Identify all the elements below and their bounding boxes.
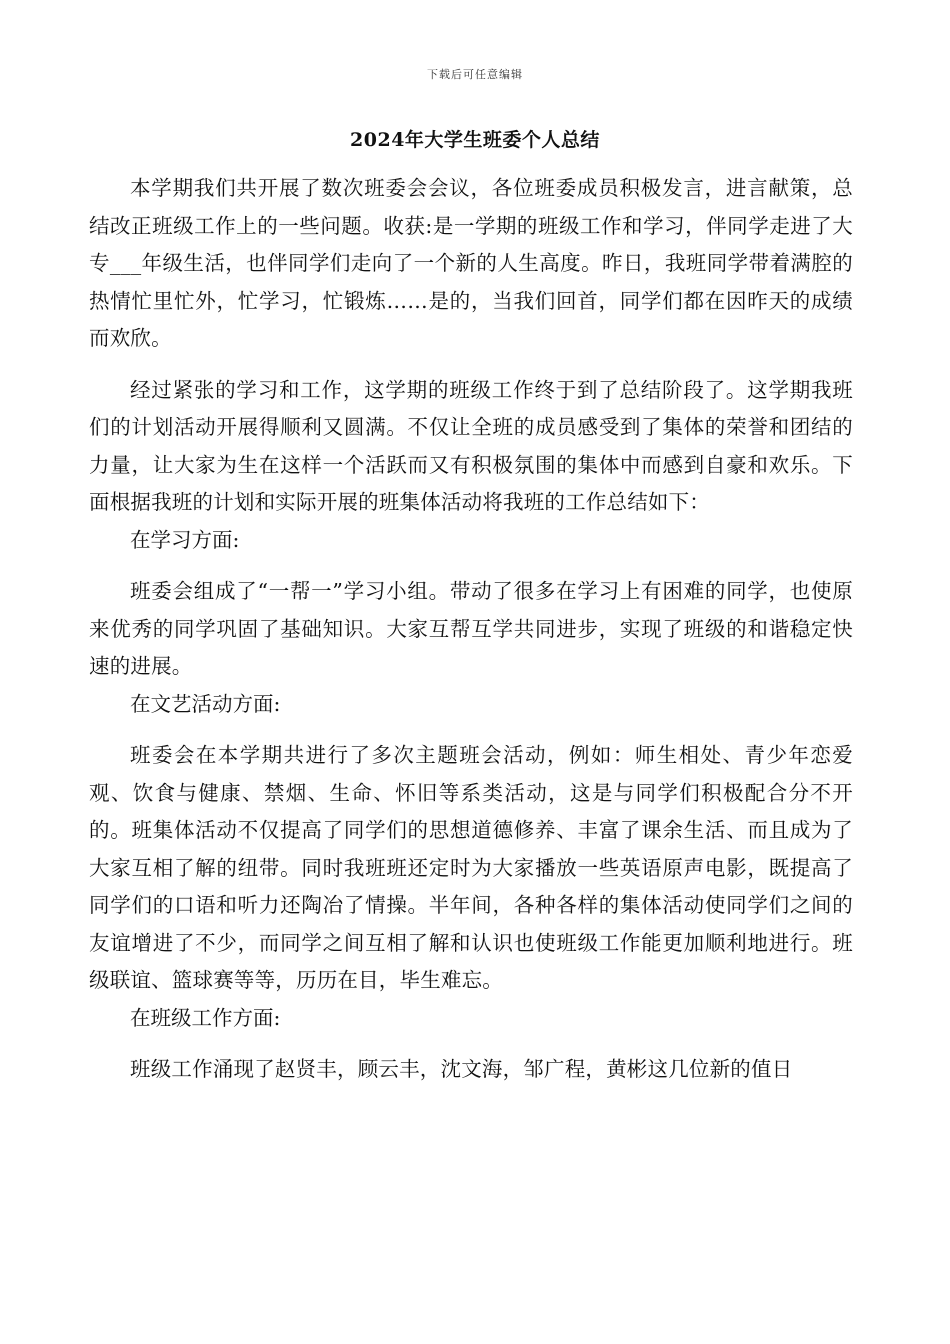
section-heading-study: 在学习方面: — [130, 527, 240, 552]
document-title: 2024年大学生班委个人总结 — [350, 129, 600, 151]
paragraph-arts: 班委会在本学期共进行了多次主题班会活动，例如：师生相处、青少年恋爱观、饮食与健康、禁烟、生命、怀旧等系类活动，这是与同学们积极配合分不开的。班集体活动不仅提高了同学们的思想道德修养、丰富了课余生活、而且成为了大家互相了解的纽带。同时我班班还定时为大家播放一些英语原声电影，既提高了同学们的口语和听力还陶冶了情操。半年间，各种各样的集体活动使同学们之间的友谊增进了不少，而同学之间互相了解和认识也使班级工作能更加顺利地进行。班级联谊、篮球赛等等，历历在目，毕生难忘。 — [89, 743, 853, 992]
paragraph-study: 班委会组成了“一帮一”学习小组。带动了很多在学习上有困难的同学，也使原来优秀的同学巩固了基础知识。大家互帮互学共同进步，实现了班级的和谐稳定快速的进展。 — [89, 579, 853, 678]
paragraph-class-work: 班级工作涌现了赵贤丰，顾云丰，沈文海，邹广程，黄彬这几位新的值日 — [130, 1057, 793, 1081]
header-note: 下载后可任意编辑 — [427, 68, 523, 81]
paragraph-intro: 本学期我们共开展了数次班委会会议，各位班委成员积极发言，进言献策，总结改正班级工作上的一些问题。收获:是一学期的班级工作和学习，伴同学走进了大专___年级生活，也伴同学们走向了一个新的人生高度。昨日，我班同学带着满腔的热情忙里忙外，忙学习，忙锻炼……是的，当我们回首，同学们都在因昨天的成绩而欢欣。 — [89, 176, 853, 350]
document-body — [89, 170, 853, 1089]
section-heading-arts: 在文艺活动方面: — [130, 691, 281, 716]
section-heading-class-work: 在班级工作方面: — [130, 1005, 281, 1030]
paragraph-overview: 经过紧张的学习和工作，这学期的班级工作终于到了总结阶段了。这学期我班们的计划活动开展得顺利又圆满。不仅让全班的成员感受到了集体的荣誉和团结的力量，让大家为生在这样一个活跃而又有积极氛围的集体中而感到自豪和欢乐。下面根据我班的计划和实际开展的班集体活动将我班的工作总结如下： — [89, 377, 853, 514]
